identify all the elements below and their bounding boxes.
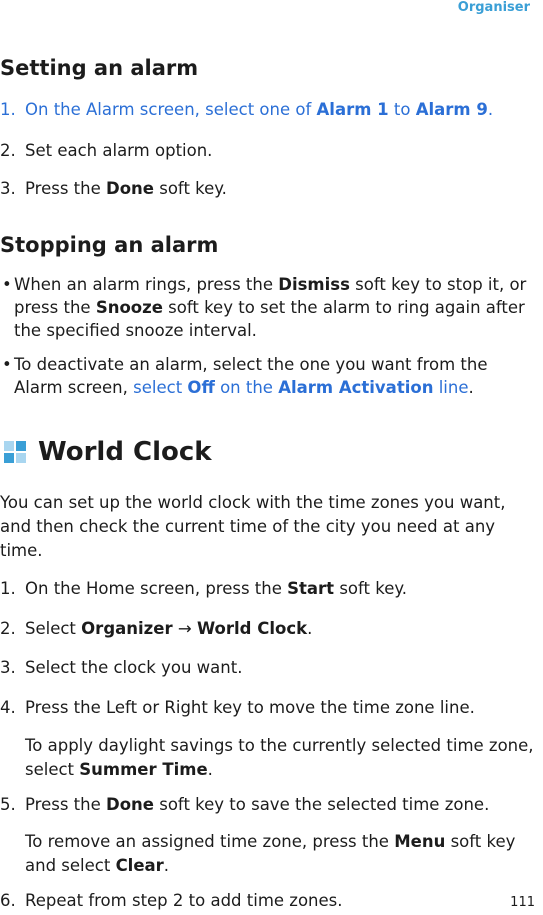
done-term: Done (106, 179, 154, 198)
step-text: On the Alarm screen, select one of (25, 100, 317, 119)
step-text: . (307, 619, 313, 638)
note-text: To apply daylight savings to the currently selected time zone, select (25, 736, 534, 779)
step-text: to (388, 100, 416, 119)
bullet-text-link: select (133, 378, 188, 397)
step-number: 1. (0, 579, 16, 598)
start-term: Start (287, 579, 335, 598)
step-number: 4. (0, 698, 16, 717)
bullet-text: To deactivate an alarm, select the one you want from the Alarm screen, (14, 355, 488, 397)
clear-term: Clear (115, 856, 164, 875)
step-number: 3. (0, 179, 16, 198)
alarm-activation-term: Alarm Activation (278, 378, 434, 397)
world-clock-intro: You can set up the world clock with the time zones you want, and then check the current time of the city you need at any time. (0, 493, 506, 560)
stopping-bullet-1 (0, 273, 530, 342)
bullet-dot: • (2, 355, 12, 374)
dismiss-term: Dismiss (278, 275, 350, 294)
world-clock-term: World Clock (196, 619, 308, 638)
off-term: Off (187, 378, 215, 397)
arrow-glyph: → (172, 619, 197, 638)
step-number: 3. (0, 658, 16, 677)
step-text: Press the (25, 179, 106, 198)
step-text: Set each alarm option. (25, 141, 213, 160)
bullet-text: . (468, 378, 474, 397)
wc-note-remove (25, 830, 535, 878)
step-number: 2. (0, 619, 16, 638)
note-text: To remove an assigned time zone, press the (25, 832, 395, 851)
stopping-bullet-2 (0, 353, 530, 399)
bullet-text-link: line (433, 378, 469, 397)
step-text: soft key. (334, 579, 408, 598)
stopping-alarm-heading: Stopping an alarm (0, 233, 219, 257)
setting-alarm-heading: Setting an alarm (0, 56, 199, 80)
wc-note-daylight (25, 734, 535, 782)
step-number: 6. (0, 891, 16, 910)
section-header: Organiser (457, 0, 530, 15)
step-number: 2. (0, 141, 16, 160)
menu-term: Menu (394, 832, 446, 851)
step-number: 5. (0, 795, 16, 814)
bullet-text: soft key to stop it, or press the (14, 275, 527, 317)
alarm-9-term: Alarm 9 (415, 100, 488, 119)
step-text: Press the (25, 795, 106, 814)
world-clock-title: World Clock (38, 437, 212, 467)
note-text: soft key and select (25, 832, 516, 875)
step-text: Press the Left or Right key to move the time zone line. (25, 698, 475, 717)
step-text: Select (25, 619, 82, 638)
summer-time-term: Summer Time (79, 760, 208, 779)
step-text: soft key to save the selected time zone. (153, 795, 490, 814)
world-clock-section-icon (4, 441, 26, 463)
step-text: Select the clock you want. (25, 658, 243, 677)
step-text: Repeat from step 2 to add time zones. (25, 891, 343, 910)
bullet-text: When an alarm rings, press the (14, 275, 279, 294)
snooze-term: Snooze (95, 298, 163, 317)
note-text: . (163, 856, 170, 875)
bullet-text: soft key to set the alarm to ring again after the specified snooze interval. (14, 298, 525, 340)
alarm-1-term: Alarm 1 (316, 100, 389, 119)
bullet-dot: • (2, 275, 12, 294)
step-number: 1. (0, 100, 16, 119)
step-text: . (487, 100, 494, 119)
organizer-term: Organizer (81, 619, 173, 638)
step-text: soft key. (153, 179, 227, 198)
note-text: . (207, 760, 213, 779)
done-term: Done (106, 795, 154, 814)
bullet-text-link: on the (214, 378, 279, 397)
step-text: On the Home screen, press the (25, 579, 288, 598)
page-number: 111 (510, 895, 535, 910)
